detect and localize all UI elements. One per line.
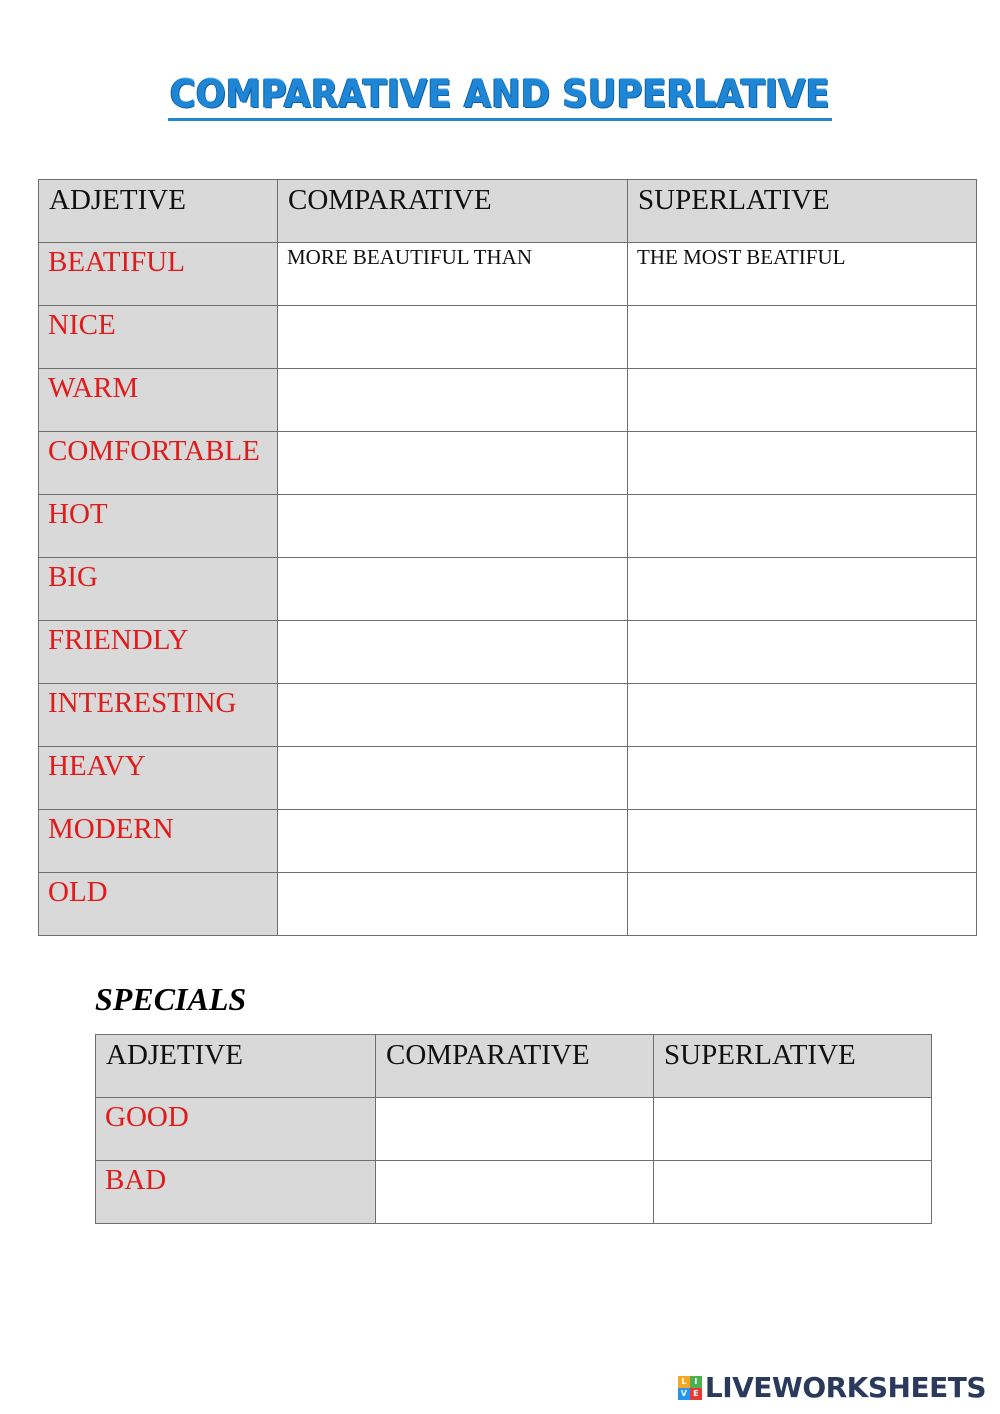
adjective-cell: WARM bbox=[39, 369, 278, 432]
comparative-answer-cell[interactable] bbox=[278, 369, 628, 432]
superlative-answer-cell[interactable]: THE MOST BEATIFUL bbox=[628, 243, 977, 306]
page-title bbox=[0, 72, 1000, 121]
header-cell-adjective: ADJETIVE bbox=[96, 1035, 376, 1098]
superlative-answer-cell[interactable] bbox=[654, 1098, 932, 1161]
table-row bbox=[39, 432, 977, 495]
superlative-answer-cell[interactable] bbox=[628, 495, 977, 558]
superlative-answer-cell[interactable] bbox=[628, 747, 977, 810]
table-row bbox=[39, 306, 977, 369]
superlative-answer-cell[interactable] bbox=[628, 873, 977, 936]
liveworksheets-watermark bbox=[678, 1370, 986, 1406]
adjective-cell: FRIENDLY bbox=[39, 621, 278, 684]
header-cell-comparative: COMPARATIVE bbox=[376, 1035, 654, 1098]
table-row bbox=[96, 1161, 932, 1224]
superlative-answer-cell[interactable] bbox=[654, 1161, 932, 1224]
adjective-cell: HEAVY bbox=[39, 747, 278, 810]
comparative-answer-cell[interactable] bbox=[278, 621, 628, 684]
adjective-cell: GOOD bbox=[96, 1098, 376, 1161]
comparative-answer-cell[interactable] bbox=[278, 747, 628, 810]
table-row bbox=[39, 243, 977, 306]
table-row bbox=[39, 747, 977, 810]
comparative-answer-cell[interactable] bbox=[376, 1161, 654, 1224]
page-title-text: COMPARATIVE AND SUPERLATIVE bbox=[168, 72, 832, 121]
adjective-cell: BAD bbox=[96, 1161, 376, 1224]
watermark-text: LIVEWORKSHEETS bbox=[704, 1371, 986, 1404]
header-cell-superlative: SUPERLATIVE bbox=[654, 1035, 932, 1098]
superlative-answer-cell[interactable] bbox=[628, 810, 977, 873]
table-row bbox=[39, 369, 977, 432]
adjective-cell: MODERN bbox=[39, 810, 278, 873]
adjective-cell: BIG bbox=[39, 558, 278, 621]
comparative-answer-cell[interactable] bbox=[278, 432, 628, 495]
header-cell-superlative: SUPERLATIVE bbox=[628, 180, 977, 243]
specials-table bbox=[95, 1034, 932, 1224]
comparative-answer-cell[interactable] bbox=[376, 1098, 654, 1161]
logo-tile: E bbox=[690, 1388, 702, 1400]
superlative-answer-cell[interactable] bbox=[628, 621, 977, 684]
comparative-answer-cell[interactable] bbox=[278, 873, 628, 936]
table-row bbox=[39, 810, 977, 873]
comparative-answer-cell[interactable] bbox=[278, 684, 628, 747]
comparative-answer-cell[interactable] bbox=[278, 810, 628, 873]
comparative-answer-cell[interactable] bbox=[278, 495, 628, 558]
table-header-row bbox=[39, 180, 977, 243]
superlative-answer-cell[interactable] bbox=[628, 684, 977, 747]
superlative-answer-cell[interactable] bbox=[628, 558, 977, 621]
comparative-answer-cell[interactable] bbox=[278, 558, 628, 621]
table-row bbox=[96, 1098, 932, 1161]
adjective-cell: INTERESTING bbox=[39, 684, 278, 747]
table-row bbox=[39, 684, 977, 747]
header-cell-comparative: COMPARATIVE bbox=[278, 180, 628, 243]
comparative-answer-cell[interactable] bbox=[278, 306, 628, 369]
superlative-answer-cell[interactable] bbox=[628, 432, 977, 495]
superlative-answer-cell[interactable] bbox=[628, 369, 977, 432]
adjective-cell: NICE bbox=[39, 306, 278, 369]
table-row bbox=[39, 558, 977, 621]
adjective-cell: OLD bbox=[39, 873, 278, 936]
logo-tile: I bbox=[690, 1376, 702, 1388]
table-header-row bbox=[96, 1035, 932, 1098]
header-cell-adjective: ADJETIVE bbox=[39, 180, 278, 243]
adjective-cell: COMFORTABLE bbox=[39, 432, 278, 495]
comparative-answer-cell[interactable]: MORE BEAUTIFUL THAN bbox=[278, 243, 628, 306]
specials-heading: SPECIALS bbox=[95, 981, 247, 1017]
logo-tile: V bbox=[678, 1388, 690, 1400]
logo-tile: L bbox=[678, 1376, 690, 1388]
liveworksheets-logo-icon bbox=[678, 1376, 702, 1400]
adjective-cell: BEATIFUL bbox=[39, 243, 278, 306]
superlative-answer-cell[interactable] bbox=[628, 306, 977, 369]
comparative-table bbox=[38, 179, 977, 936]
table-row bbox=[39, 873, 977, 936]
table-row bbox=[39, 495, 977, 558]
table-row bbox=[39, 621, 977, 684]
adjective-cell: HOT bbox=[39, 495, 278, 558]
